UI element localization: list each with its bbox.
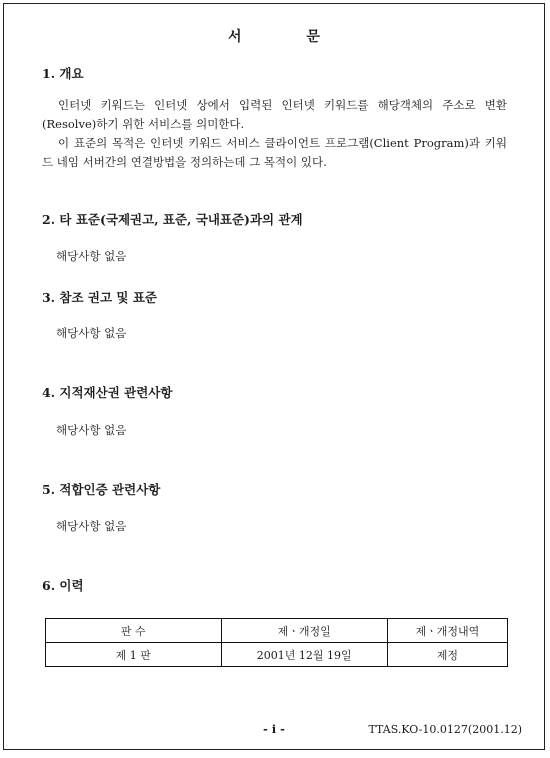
history-table — [45, 618, 508, 667]
history-cell-details: 제정 — [387, 643, 507, 667]
section-2-body: 해당사항 없음 — [56, 249, 127, 263]
table-row — [46, 643, 508, 667]
section-5-heading: 5. 적합인증 관련사항 — [42, 482, 161, 497]
document-code: TTAS.KO-10.0127(2001.12) — [368, 723, 522, 736]
document-page — [3, 3, 545, 750]
section-3-body: 해당사항 없음 — [56, 326, 127, 340]
section-1-heading: 1. 개요 — [42, 66, 84, 81]
history-cell-edition: 제 1 판 — [46, 643, 222, 667]
section-6-heading: 6. 이력 — [42, 578, 84, 593]
history-header-date: 제ㆍ개정일 — [221, 619, 387, 643]
section-4-heading: 4. 지적재산권 관련사항 — [42, 385, 173, 400]
history-header-edition: 판 수 — [46, 619, 222, 643]
section-1-paragraph-1: 인터넷 키워드는 인터넷 상에서 입력된 인터넷 키워드를 해당객체의 주소로 변환(Resolve)하기 위한 서비스를 의미한다. — [42, 98, 507, 131]
page-number: - i - — [263, 722, 285, 736]
section-3-heading: 3. 참조 권고 및 표준 — [42, 290, 157, 305]
page-title: 서 문 — [228, 29, 350, 45]
history-cell-date: 2001년 12월 19일 — [221, 643, 387, 667]
section-2-heading: 2. 타 표준(국제권고, 표준, 국내표준)과의 관계 — [42, 212, 303, 227]
section-5-body: 해당사항 없음 — [56, 519, 127, 533]
section-1-body — [42, 96, 507, 172]
section-4-body: 해당사항 없음 — [56, 423, 127, 437]
history-table-header-row — [46, 619, 508, 643]
history-header-details: 제ㆍ개정내역 — [387, 619, 507, 643]
section-1-paragraph-2: 이 표준의 목적은 인터넷 키워드 서비스 클라이언트 프로그램(Client Program)과 키워드 네임 서버간의 연결방법을 정의하는데 그 목적이 있다. — [42, 136, 507, 169]
